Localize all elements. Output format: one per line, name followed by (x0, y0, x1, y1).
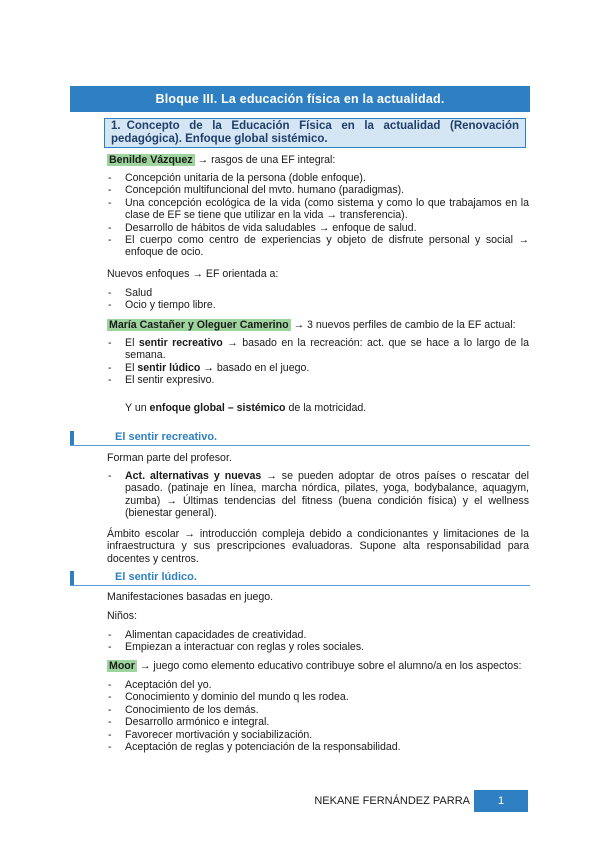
moor-intro-text: → juego como elemento educativo contribuye sobre el alumno/a en los aspectos: (136, 660, 522, 672)
list-item: - El cuerpo como centro de experiencias y objeto de disfrute personal y social → enfoque de ocio. (107, 234, 529, 259)
page-number: 1 (474, 790, 528, 812)
list-item: - Conocimiento y dominio del mundo q les rodea. (107, 691, 529, 703)
ludico-intro: Manifestaciones basadas en juego. (107, 591, 274, 603)
ambito-paragraph: Ámbito escolar → introducción compleja debido a condicionantes y limitaciones de la infraestructura y sus prescripciones evaluadoras. Supone alta responsabilidad para docentes y centros. (107, 528, 529, 565)
nuevos-list (107, 287, 529, 312)
list-item: - Alimentan capacidades de creatividad. (107, 629, 529, 641)
section-heading (104, 118, 526, 148)
list-item (107, 362, 529, 374)
list-item (107, 470, 529, 520)
castaner-list (107, 337, 529, 387)
item-keyword: Act. alternativas y nuevas (125, 470, 262, 482)
list-item: - Salud (107, 287, 529, 299)
vazquez-intro (107, 154, 529, 166)
block-title-banner: Bloque III. La educación física en la actualidad. (70, 86, 530, 112)
moor-list (107, 679, 529, 753)
list-item: - Favorecer mortivación y sociabilización. (107, 729, 529, 741)
list-item: - Concepción multifuncional del mvto. humano (paradigmas). (107, 184, 529, 196)
list-item: - Aceptación de reglas y potenciación de la responsabilidad. (107, 741, 529, 753)
subheading-bar (70, 571, 74, 585)
subheading-text: El sentir recreativo. (115, 431, 218, 443)
list-item (107, 337, 529, 362)
recreativo-list (107, 470, 529, 520)
footer-author: NEKANE FERNÁNDEZ PARRA (314, 795, 470, 807)
vazquez-list (107, 172, 529, 259)
global-enfoque-line (125, 402, 529, 414)
ninos-label: Niños: (107, 610, 138, 622)
subheading-recreativo (70, 431, 530, 446)
list-item: - Concepción unitaria de la persona (doble enfoque). (107, 172, 529, 184)
list-item: - Desarrollo de hábitos de vida saludables → enfoque de salud. (107, 222, 529, 234)
section-title: Concepto de la Educación Física en la actualidad (Renovación pedagógica). Enfoque global sistémico. (111, 120, 519, 145)
subheading-text: El sentir lúdico. (115, 571, 197, 583)
list-item: - Desarrollo armónico e integral. (107, 716, 529, 728)
ninos-list (107, 629, 529, 654)
author-highlight-vazquez: Benilde Vázquez (109, 154, 193, 166)
subheading-ludico (70, 571, 530, 586)
section-number: 1. (111, 120, 121, 132)
global-prefix: Y un (125, 402, 150, 414)
subheading-bar (70, 431, 74, 445)
item-text: → basado en el juego. (200, 361, 310, 374)
item-text: → se pueden adoptar de otros países o rescatar del pasado. (patinaje en línea, marcha nórdica, pilates, yoga, bodybalance, aquagym, zumba) → Últimas tendencias del fitness (buena condición física) y el wellness (bienestar general). (125, 470, 529, 520)
castaner-intro-text: → 3 nuevos perfiles de cambio de la EF actual: (290, 319, 516, 331)
vazquez-intro-text: → rasgos de una EF integral: (194, 154, 336, 166)
item-prefix: El (125, 337, 139, 349)
item-keyword: sentir lúdico (137, 361, 201, 374)
moor-intro (107, 660, 529, 672)
list-item: - El sentir expresivo. (107, 374, 529, 386)
recreativo-intro: Forman parte del profesor. (107, 452, 232, 464)
global-keyword: enfoque global – sistémico (149, 402, 286, 414)
list-item: - Empiezan a interactuar con reglas y roles sociales. (107, 641, 529, 653)
nuevos-intro: Nuevos enfoques → EF orientada a: (107, 268, 279, 280)
item-keyword: sentir recreativo (138, 337, 223, 349)
castaner-intro (107, 319, 529, 331)
list-item: - Conocimiento de los demás. (107, 704, 529, 716)
author-highlight-castaner: María Castañer y Oleguer Camerino (109, 319, 289, 331)
global-text: de la motricidad. (285, 402, 367, 414)
item-text: → basado en la recreación: act. que se hace a lo largo de la semana. (125, 337, 529, 362)
list-item: - Una concepción ecológica de la vida (como sistema y como lo que trabajamos en la clase de EF se tiene que utilizar en la vida → transferencia). (107, 197, 529, 222)
item-prefix: El (125, 361, 138, 374)
list-item: - Aceptación del yo. (107, 679, 529, 691)
list-item: - Ocio y tiempo libre. (107, 299, 529, 311)
author-highlight-moor: Moor (109, 660, 135, 672)
